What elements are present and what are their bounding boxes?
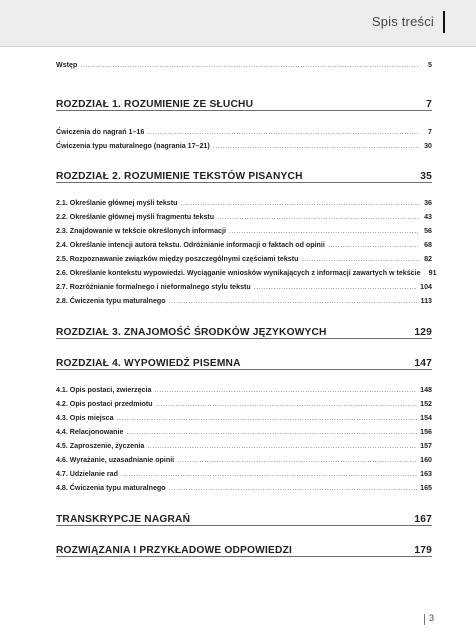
toc-entry-label: 4.3. Opis miejsca xyxy=(56,414,114,422)
toc-entry-label: Ćwiczenia typu maturalnego (nagrania 17–21) xyxy=(56,142,210,150)
toc-entry-label: 2.3. Znajdowanie w tekście określonych informacji xyxy=(56,227,226,235)
toc-entry-page: 91 xyxy=(428,269,437,277)
toc-entry-page: 104 xyxy=(420,283,432,291)
toc-entry-label: Ćwiczenia do nagrań 1–16 xyxy=(56,128,145,136)
toc-entry-page: 56 xyxy=(424,227,432,235)
toc-entry-label: 4.7. Udzielanie rad xyxy=(56,470,118,478)
dot-leader xyxy=(156,397,418,411)
dot-leader xyxy=(180,196,419,210)
toc-entry[interactable] xyxy=(56,383,432,397)
chapter-page: 179 xyxy=(414,545,432,556)
toc-entry[interactable] xyxy=(56,210,432,224)
toc-entry[interactable] xyxy=(56,425,432,439)
toc-entry-label: 2.8. Ćwiczenia typu maturalnego xyxy=(56,297,166,305)
toc-entry[interactable] xyxy=(56,294,432,308)
toc-entry-page: 43 xyxy=(424,213,432,221)
toc-entry[interactable] xyxy=(56,125,432,139)
toc-entry[interactable] xyxy=(56,467,432,481)
chapter-page: 167 xyxy=(414,514,432,525)
dot-leader xyxy=(121,467,417,481)
footer-divider xyxy=(424,614,425,625)
toc-entry-intro[interactable] xyxy=(56,58,432,72)
toc-entry-page: 68 xyxy=(424,241,432,249)
toc-chapter-answers[interactable] xyxy=(56,539,432,557)
toc-entry[interactable] xyxy=(56,238,432,252)
toc-entry[interactable] xyxy=(56,280,432,294)
toc-entry-page: 163 xyxy=(420,470,432,478)
header-divider-bar xyxy=(443,11,445,33)
toc-entry-page: 154 xyxy=(420,414,432,422)
toc-chapter-2[interactable] xyxy=(56,165,432,183)
toc-chapter-3[interactable] xyxy=(56,321,432,339)
toc-entry-page: 148 xyxy=(420,386,432,394)
dot-leader xyxy=(169,481,418,495)
toc-entry-label: 4.2. Opis postaci przedmiotu xyxy=(56,400,153,408)
toc-entry-label: Wstęp xyxy=(56,61,78,69)
toc-entry-page: 165 xyxy=(420,484,432,492)
toc-entry[interactable] xyxy=(56,224,432,238)
chapter-title: TRANSKRYPCJE NAGRAŃ xyxy=(56,514,191,525)
toc-entry[interactable] xyxy=(56,252,432,266)
page-number: 3 xyxy=(429,613,435,623)
toc-entry-label: 2.7. Rozróżnianie formalnego i nieformalnego stylu tekstu xyxy=(56,283,251,291)
dot-leader xyxy=(169,294,418,308)
chapter-page: 147 xyxy=(414,358,432,369)
toc-entry-page: 82 xyxy=(424,255,432,263)
toc-entry[interactable] xyxy=(56,481,432,495)
table-of-contents xyxy=(56,58,437,557)
toc-chapter-transcriptions[interactable] xyxy=(56,508,432,526)
dot-leader xyxy=(328,238,419,252)
chapter-page: 35 xyxy=(420,171,432,182)
toc-entry-label: 2.4. Określanie intencji autora tekstu. Odróżnianie informacji o faktach od opinii xyxy=(56,241,325,249)
dot-leader xyxy=(229,224,419,238)
toc-entry[interactable] xyxy=(56,439,432,453)
dot-leader xyxy=(217,210,419,224)
toc-entry-page: 5 xyxy=(428,61,432,69)
chapter-page: 7 xyxy=(426,99,432,110)
toc-entry-page: 113 xyxy=(420,297,432,305)
dot-leader xyxy=(126,425,417,439)
header-band xyxy=(0,0,476,47)
toc-entry-page: 7 xyxy=(428,128,432,136)
toc-entry-page: 152 xyxy=(420,400,432,408)
toc-chapter-4[interactable] xyxy=(56,352,432,370)
chapter-title: ROZDZIAŁ 1. ROZUMIENIE ZE SŁUCHU xyxy=(56,99,254,110)
toc-entry[interactable] xyxy=(56,139,432,153)
toc-entry[interactable] xyxy=(56,411,432,425)
toc-chapter-1[interactable] xyxy=(56,93,432,111)
dot-leader xyxy=(147,439,417,453)
toc-entry-label: 2.6. Określanie kontekstu wypowiedzi. Wyciąganie wniosków wynikających z informacji zawartych w tekście xyxy=(56,269,421,277)
page-header-title: Spis treści xyxy=(371,14,434,29)
toc-entry-page: 156 xyxy=(420,428,432,436)
toc-entry[interactable] xyxy=(56,453,432,467)
toc-entry-page: 36 xyxy=(424,199,432,207)
dot-leader xyxy=(254,280,417,294)
chapter-title: ROZWIĄZANIA I PRZYKŁADOWE ODPOWIEDZI xyxy=(56,545,293,556)
toc-entry[interactable] xyxy=(56,196,432,210)
dot-leader xyxy=(80,58,419,72)
dot-leader xyxy=(117,411,418,425)
toc-entry-label: 2.2. Określanie głównej myśli fragmentu tekstu xyxy=(56,213,215,221)
chapter-title: ROZDZIAŁ 3. ZNAJOMOŚĆ ŚRODKÓW JĘZYKOWYCH xyxy=(56,327,327,338)
toc-entry-label: 4.1. Opis postaci, zwierzęcia xyxy=(56,386,152,394)
dot-leader xyxy=(154,383,417,397)
chapter-title: ROZDZIAŁ 4. WYPOWIEDŹ PISEMNA xyxy=(56,358,241,369)
toc-entry-label: 4.6. Wyrażanie, uzasadnianie opinii xyxy=(56,456,175,464)
chapter-title: ROZDZIAŁ 2. ROZUMIENIE TEKSTÓW PISANYCH xyxy=(56,171,303,182)
toc-entry-label: 2.1. Określanie głównej myśli tekstu xyxy=(56,199,178,207)
dot-leader xyxy=(301,252,419,266)
toc-entry-label: 2.5. Rozpoznawanie związków między poszczególnymi częściami tekstu xyxy=(56,255,299,263)
dot-leader xyxy=(147,125,419,139)
toc-entry-label: 4.4. Relacjonowanie xyxy=(56,428,124,436)
dot-leader xyxy=(177,453,417,467)
toc-entry[interactable] xyxy=(56,397,432,411)
dot-leader xyxy=(213,139,419,153)
toc-entry-page: 160 xyxy=(420,456,432,464)
toc-entry[interactable] xyxy=(56,266,437,280)
toc-entry-page: 157 xyxy=(420,442,432,450)
chapter-page: 129 xyxy=(414,327,432,338)
toc-entry-label: 4.8. Ćwiczenia typu maturalnego xyxy=(56,484,166,492)
toc-entry-label: 4.5. Zaproszenie, życzenia xyxy=(56,442,145,450)
toc-entry-page: 30 xyxy=(424,142,432,150)
